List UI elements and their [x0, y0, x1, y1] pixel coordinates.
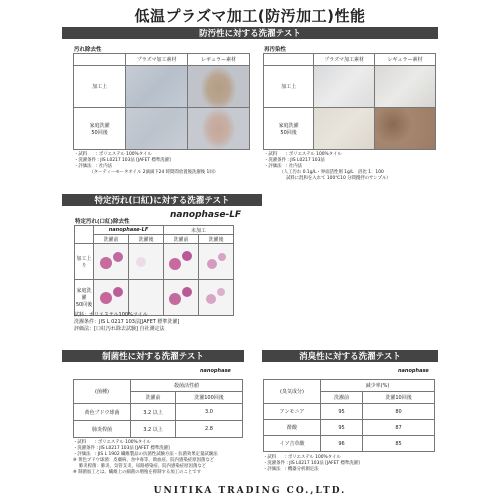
section2-brand: nanophase-LF — [170, 210, 242, 220]
section4-table — [263, 379, 435, 452]
sub-header: 洗濯後 — [129, 235, 164, 244]
section2-label: 特定汚れ(口紅)除去性 — [75, 219, 130, 225]
row-header: 加工上り — [75, 244, 94, 280]
section1-right-notes: ・試料 : ポリエステル 100%タイル ・洗濯条件 : JIS L0217 103法 ・評価法 : 社内法 （人工汚れ 0.1g/L・界面活性剤 1g/L 浴比 1：100 試料に混和を入れて 100℃10 分間攪拌のサンプル） — [264, 152, 391, 181]
section1-left-table — [73, 53, 250, 150]
section3-notes: ・試料 : ポリエステル 100%タイル ・洗濯条件 : JIS L0217 103法 [JAFET 標準洗濯] ・評価法 : JIS L 1902 繊維製品の抗菌性試験方法・抗菌効果定量試験法 ※ 黄色ブドウ球菌：皮膚病、食中毒等、敗血症、院内感染症原因菌など 肺炎桿菌：肺炎、気管支炎、尿路感染症、院内感染症原因菌など ※ 制菌加工とは、繊維上の細菌の増殖を抑制する加工のことです — [73, 440, 218, 475]
lipstick-sample — [94, 244, 129, 280]
row-header: 家庭洗濯 50回後 — [75, 280, 94, 316]
table-row: イソ吉草酸 96 85 — [264, 436, 435, 452]
sub-header: 洗濯後 — [199, 235, 234, 244]
table-title: 減少率(%) — [321, 380, 435, 392]
section4-brand: nanophase — [398, 368, 429, 374]
section3-table — [73, 379, 243, 438]
section2-bar: 特定汚れ(口紅)に対する洗濯テスト — [62, 194, 262, 206]
sub-header: 洗濯前 — [94, 235, 129, 244]
col-header: レギュラー素材 — [188, 54, 250, 66]
lipstick-sample — [199, 244, 234, 280]
col-header: レギュラー素材 — [375, 54, 436, 66]
row-header: 加工上 — [264, 66, 314, 108]
fabric-photo — [314, 66, 375, 108]
section1-left-label: 汚れ除去性 — [74, 47, 102, 53]
table-row: アンモニア 95 80 — [264, 404, 435, 420]
fabric-photo — [126, 108, 188, 150]
col-header: (臭気成分) — [264, 380, 321, 404]
col-header: 洗濯前 — [321, 392, 363, 404]
fabric-photo — [375, 66, 436, 108]
row-header: 家庭洗濯 50回後 — [74, 108, 126, 150]
lipstick-sample — [129, 280, 164, 316]
section2-notes: 試料：ポリエステル100%ツイル 洗濯条件：JIS L 0217 103法[JAFET 標準洗濯] 評価法：[口紅汚れ除去試験] 自社測定法 — [74, 312, 180, 333]
section1-right-label: 再汚染性 — [264, 47, 287, 53]
table-title: 殺菌活性値 — [131, 380, 243, 392]
table-row: 肺炎桿菌 3.2 以上 2.8 — [74, 421, 243, 438]
fabric-photo — [314, 108, 375, 150]
section4-notes: ・試料 : ポリエステル 100%タイル ・洗濯条件 : JIS L0217 103法 [JAFET 標準洗濯] ・評価法 : 機器分析測定法 — [263, 455, 360, 472]
col-header: プラズマ加工素材 — [126, 54, 188, 66]
col-header: (菌種) — [74, 380, 131, 404]
lipstick-sample — [199, 280, 234, 316]
fabric-photo — [126, 66, 188, 108]
section3-brand: nanophase — [200, 368, 231, 374]
col-header: 洗濯100回後 — [176, 392, 243, 404]
section1-right-table — [263, 53, 436, 150]
fabric-photo — [188, 108, 250, 150]
sub-header: 洗濯前 — [164, 235, 199, 244]
lipstick-sample — [129, 244, 164, 280]
col-group-header: 未加工 — [164, 226, 234, 235]
table-row: 黄色ブドウ球菌 3.2 以上 3.0 — [74, 404, 243, 421]
lipstick-sample — [94, 280, 129, 316]
fabric-photo — [188, 66, 250, 108]
page-title: 低温プラズマ加工(防汚加工)性能 — [134, 7, 366, 25]
section4-bar: 消臭性に対する洗濯テスト — [262, 350, 438, 362]
section1-left-notes: ・試料 : ポリエステル 100%タイル ・洗濯条件 : JIS L0217 103法 [JAFET 標準洗濯] ・評価法 : 社内法 （ターティーモータオイル 2滴滴下24 時間間放置後洗濯後 1回） — [74, 152, 219, 175]
col-header: 洗濯10回後 — [363, 392, 435, 404]
row-header: 加工上 — [74, 66, 126, 108]
col-header: 洗濯前 — [131, 392, 176, 404]
section2-table — [74, 225, 234, 316]
fabric-photo — [375, 108, 436, 150]
lipstick-sample — [164, 244, 199, 280]
col-header: プラズマ加工素材 — [314, 54, 375, 66]
lipstick-sample — [164, 280, 199, 316]
company-footer: UNITIKA TRADING CO.,LTD. — [153, 486, 347, 496]
row-header: 家庭洗濯 50回後 — [264, 108, 314, 150]
section1-bar: 防汚性に対する洗濯テスト — [62, 27, 438, 39]
col-group-header: nanophase-LF — [94, 226, 164, 235]
section3-bar: 制菌性に対する洗濯テスト — [62, 350, 244, 362]
table-row: 酢酸 95 87 — [264, 420, 435, 436]
